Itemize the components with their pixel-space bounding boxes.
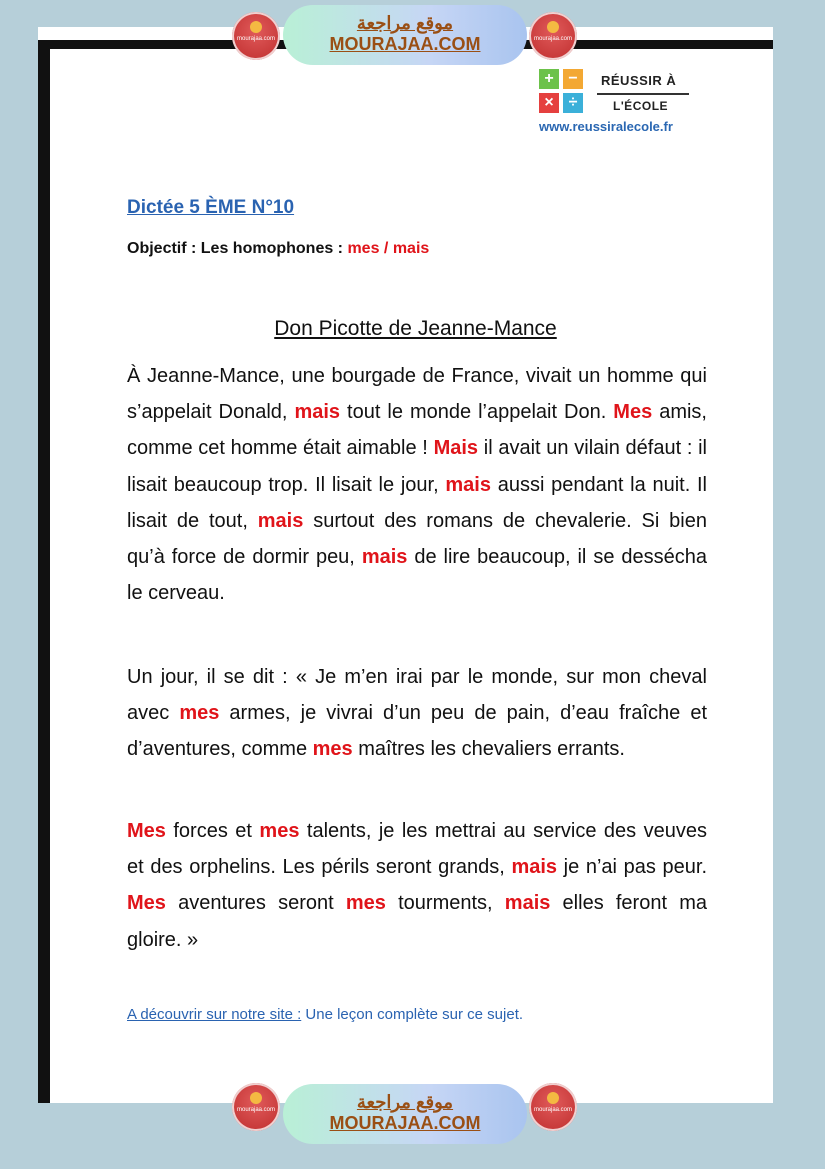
reussir-logo[interactable] [539, 67, 699, 137]
footer-banner[interactable] [283, 1084, 527, 1144]
paragraph-text: aventures seront [165, 892, 346, 915]
paragraph-text: talents, je les mettrai au service des veuves et des orphelins. Les périls seront grands, [127, 820, 707, 879]
homophone-word: Mes [613, 401, 653, 424]
paragraph-text: je n’ai pas peur. [557, 856, 708, 879]
homophone-word: mais [257, 509, 304, 532]
times-icon: × [539, 93, 559, 113]
paragraph-text: surtout des romans de chevalerie. Si bien qu’à force de dormir peu, [127, 509, 707, 569]
homophone-word: mais [511, 856, 558, 879]
badge-logo-icon: mourajaa.com [232, 1083, 280, 1131]
footer-link-prefix[interactable]: A découvrir sur notre site : [127, 1006, 302, 1023]
logo-line2: L'ÉCOLE [613, 99, 669, 113]
homophone-word: Mes [127, 892, 166, 915]
plus-icon: + [539, 69, 559, 89]
divide-icon: ÷ [563, 93, 583, 113]
badge-logo-icon: mourajaa.com [232, 12, 280, 60]
paragraph-text: Un jour, il se dit : « Je m’en irai par le monde, sur mon cheval avec [127, 666, 707, 725]
paragraph-3 [127, 813, 707, 958]
footer-link-text[interactable]: Une leçon complète sur ce sujet. [301, 1006, 524, 1023]
badge-logo-icon: mourajaa.com [529, 12, 577, 60]
header-banner-latin: MOURAJAA.COM [329, 34, 481, 54]
header-banner[interactable] [283, 5, 527, 65]
footer-link[interactable] [127, 1006, 523, 1023]
paragraph-text: aussi pendant la nuit. Il lisait de tout, [127, 473, 707, 532]
homophone-word: mes [259, 820, 300, 842]
paragraph-text: il avait un vilain défaut : il lisait beaucoup trop. Il lisait le jour, [127, 437, 707, 496]
homophone-word: mais [504, 892, 551, 915]
paragraph-text: forces et [165, 820, 260, 842]
logo-line1: RÉUSSIR À [601, 73, 677, 88]
minus-icon: − [563, 69, 583, 89]
paragraph-text: amis, comme cet homme était aimable ! [127, 401, 707, 460]
homophone-word: mais [361, 546, 408, 569]
dictation-title[interactable]: Dictée 5 ÈME N°10 [127, 197, 295, 218]
logo-url[interactable]: www.reussiralecole.fr [539, 119, 673, 134]
homophone-word: mes [312, 738, 353, 761]
left-border-bar [38, 40, 50, 1103]
logo-divider [597, 93, 689, 95]
homophone-word: mes [179, 702, 220, 725]
homophone-word: mes [345, 892, 386, 915]
paragraph-2 [127, 659, 707, 768]
paragraph-text: armes, je vivrai d’un peu de pain, d’eau fraîche et d’aventures, comme [127, 702, 707, 761]
homophone-word: mais [445, 473, 491, 496]
objective-line [127, 240, 429, 258]
objective-value: mes / mais [347, 240, 430, 257]
footer-banner-arabic: موقع مراجعة [356, 1092, 454, 1112]
paragraph-text: maîtres les chevaliers errants. [352, 738, 625, 761]
homophone-word: mais [294, 401, 341, 424]
homophone-word: Mes [127, 820, 166, 842]
paragraph-1 [127, 358, 707, 611]
objective-label: Objectif : Les homophones : [127, 240, 348, 257]
header-banner-arabic: موقع مراجعة [356, 13, 454, 33]
homophone-word: Mais [433, 437, 479, 460]
paragraph-text: À Jeanne-Mance, une bourgade de France, vivait un homme qui s’appelait Donald, [127, 365, 707, 424]
badge-logo-icon: mourajaa.com [529, 1083, 577, 1131]
paragraph-text: elles feront ma gloire. » [127, 892, 707, 951]
story-title: Don Picotte de Jeanne-Mance [274, 317, 557, 340]
paragraph-text: tout le monde l’appelait Don. [340, 401, 614, 424]
footer-banner-latin: MOURAJAA.COM [329, 1113, 481, 1133]
paragraph-text: de lire beaucoup, il se dessécha le cerveau. [127, 546, 707, 605]
paragraph-text: tourments, [385, 892, 505, 915]
